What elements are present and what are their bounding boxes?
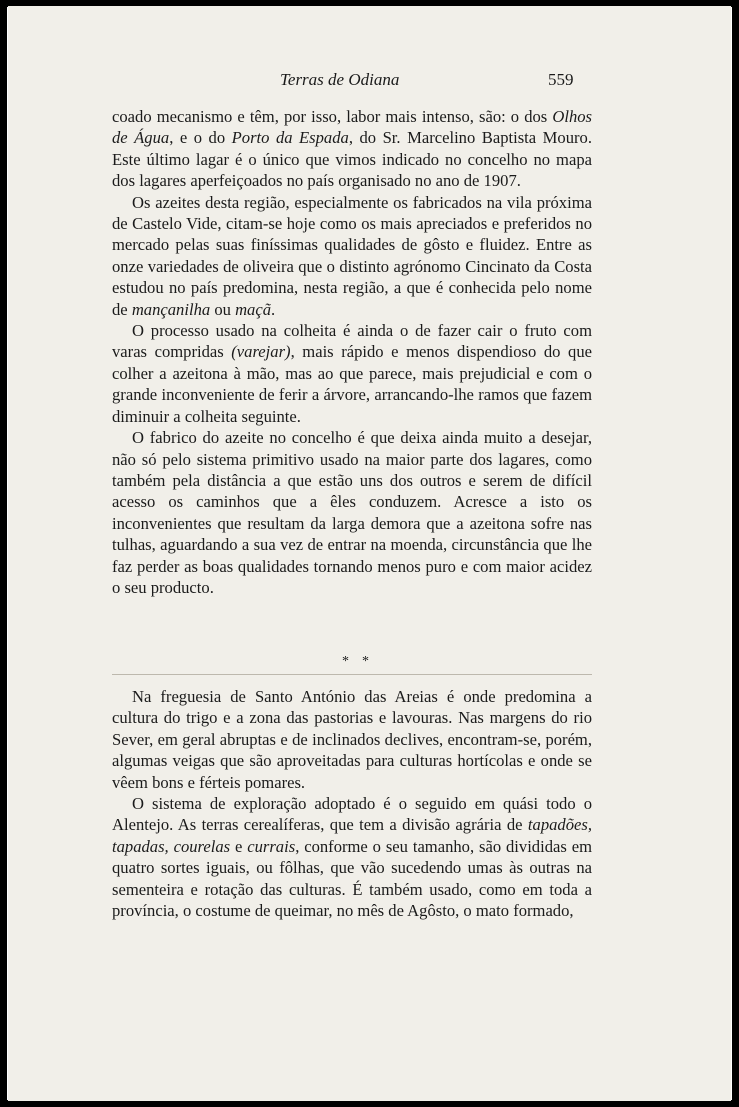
paragraph: O sistema de exploração adoptado é o seguido em quási todo o Alentejo. As terras cerealíferas, que tem a divisão agrária de tapadões, tapadas, courelas e currais, conforme o seu tamanho, são divididas em quatro sortes iguais, ou fôlhas, que vão sucedendo umas às outras na sementeira e rotação das culturas. É também usado, como em toda a província, o costume de queimar, no mês de Agôsto, o mato formado, [112,794,592,921]
paragraph: Os azeites desta região, especialmente os fabricados na vila próxima de Castelo Vide, citam-se hoje como os mais apreciados e preferidos no mercado pelas suas finíssimas qualidades de gôsto e fluidez. Entre as onze variedades de oliveira que o distinto agrónomo Cincinato da Costa estudou no país predomina, nesta região, a que é conhecida pelo nome de mançanilha ou maçã. [112,192,592,319]
italic-term: currais [247,836,296,856]
text-block-2 [112,686,592,921]
paragraph: coado mecanismo e têm, por isso, labor mais intenso, são: o dos Olhos de Água, e o do Porto da Espada, do Sr. Marcelino Baptista Mouro. Este último lagar é o único que vimos indicado no concelho no mapa dos lagares aperfeiçoados no país organisado no ano de 1907. [112,107,592,191]
italic-term: mançanilha [131,299,211,319]
text-block-1 [112,106,592,598]
section-separator [8,654,731,674]
book-page [8,6,731,1101]
running-title: Terras de Odiana [280,70,400,89]
italic-term: maçã [235,299,272,319]
asterism-star: * [342,654,349,669]
asterism-star: * [362,654,369,669]
page-number: 559 [548,70,574,89]
paragraph: Na freguesia de Santo António das Areias é onde predomina a cultura do trigo e a zona das pastorias e lavouras. Nas margens do rio Sever, em geral abruptas e de inclinados declives, encontram-se, porém, algumas veigas que são aproveitadas para culturas hortícolas e onde se vêem bons e férteis pomares. [112,687,592,792]
italic-term: (varejar) [231,342,291,362]
italic-term: Porto da Espada [231,128,349,148]
paragraph: O processo usado na colheita é ainda o de fazer cair o fruto com varas compridas (varejar), mais rápido e menos dispendioso do que colher a azeitona à mão, mas ao que parece, mais prejudicial e com o grande inconveniente de ferir a árvore, arrancando-lhe ramos que fazem diminuir a colheita seguinte. [112,321,592,426]
divider-rule [112,674,592,675]
paragraph: O fabrico do azeite no concelho é que deixa ainda muito a desejar, não só pelo sistema primitivo usado na maior parte dos lagares, como também pela distância a que estão uns dos outros e serem de difícil acesso os caminhos que a êles conduzem. Acresce a isto os inconvenientes que resultam da larga demora que a azeitona sofre nas tulhas, aguardando a sua vez de entrar na moenda, circunstância que lhe faz perder as boas qualidades tornando menos puro e com maior acidez o seu producto. [112,428,592,597]
italic-term: tapadões, tapadas, courelas [112,815,592,856]
italic-term: Olhos de Água [112,107,592,148]
running-head [8,70,731,92]
